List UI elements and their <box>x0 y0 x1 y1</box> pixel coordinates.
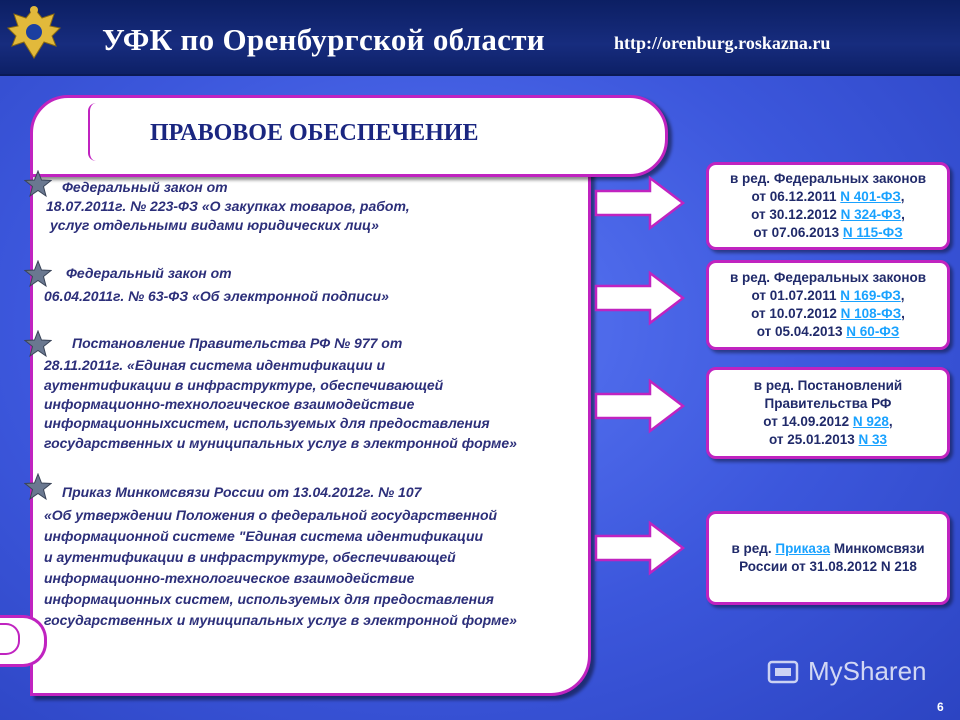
decree-977-line-1: Постановление Правительства РФ № 977 от <box>72 335 403 351</box>
star-bullet-icon <box>24 260 52 288</box>
amendment-box-63 <box>706 260 950 350</box>
amendment-date: от 05.04.2013 <box>756 324 847 339</box>
amendment-box-223 <box>706 162 950 250</box>
amendment-suffix: Минкомсвязи <box>830 541 925 556</box>
arrow-right-icon <box>594 270 686 326</box>
order-107-line-3: информационной системе "Единая система идентификации <box>44 528 484 544</box>
section-heading: ПРАВОВОЕ ОБЕСПЕЧЕНИЕ <box>150 120 479 146</box>
arrow-right-icon <box>594 520 686 576</box>
header-bar <box>0 0 960 76</box>
amendment-header: в ред. Федеральных законов <box>729 171 927 186</box>
myshared-logo-icon <box>766 656 802 688</box>
amendment-date: от 14.09.2012 <box>763 414 853 429</box>
arrow-right-icon <box>594 378 686 434</box>
amendment-link[interactable]: N 928 <box>852 414 889 429</box>
amendment-box-977 <box>706 367 950 459</box>
star-bullet-icon <box>24 330 52 358</box>
amendment-date: от 07.06.2013 <box>753 225 843 240</box>
scroll-curl-decoration <box>88 103 100 161</box>
amendment-line-2: России от 31.08.2012 N 218 <box>739 559 917 574</box>
law-223-line-3: услуг отдельными видами юридических лиц» <box>50 217 379 233</box>
amendment-header-2: Правительства РФ <box>764 396 892 411</box>
order-107-line-6: информационных систем, используемых для предоставления <box>44 591 494 607</box>
separator: , <box>900 189 905 204</box>
amendment-date: от 01.07.2011 <box>751 288 841 303</box>
amendment-date: от 06.12.2011 <box>751 189 841 204</box>
decree-977-line-4: информационно-технологическое взаимодействие <box>44 396 415 412</box>
order-107-line-2: «Об утверждении Положения о федеральной государственной <box>44 507 498 523</box>
star-bullet-icon <box>24 473 52 501</box>
arrow-right-icon <box>594 175 686 231</box>
order-107-line-4: и аутентификации в инфраструктуре, обеспечивающей <box>44 549 456 565</box>
separator: , <box>901 306 905 321</box>
amendment-date: от 25.01.2013 <box>768 432 859 447</box>
amendment-link[interactable]: N 324-ФЗ <box>840 207 902 222</box>
amendment-header: в ред. Федеральных законов <box>729 270 927 285</box>
star-bullet-icon <box>24 170 52 198</box>
treasury-emblem-icon <box>4 2 64 66</box>
order-107-line-7: государственных и муниципальных услуг в электронной форме» <box>44 612 517 628</box>
watermark-text: MySharen <box>808 656 927 686</box>
page-title: УФК по Оренбургской области <box>102 22 545 57</box>
amendment-link[interactable]: N 108-ФЗ <box>840 306 902 321</box>
separator: , <box>888 414 893 429</box>
amendment-date: от 30.12.2012 <box>751 207 841 222</box>
order-107-line-1: Приказ Минкомсвязи России от 13.04.2012г. № 107 <box>62 484 422 500</box>
amendment-link[interactable]: N 401-ФЗ <box>840 189 901 204</box>
law-63-line-1: Федеральный закон от <box>66 265 232 281</box>
page-number: 6 <box>937 700 944 714</box>
amendment-date: от 10.07.2012 <box>751 306 841 321</box>
decree-977-line-2: 28.11.2011г. «Единая система идентификации и <box>44 357 385 373</box>
law-223-line-1: Федеральный закон от <box>62 179 228 195</box>
amendment-header: в ред. Постановлений <box>753 378 903 393</box>
amendment-link[interactable]: N 115-ФЗ <box>842 225 903 240</box>
amendment-link[interactable]: N 169-ФЗ <box>840 288 901 303</box>
law-63-line-2: 06.04.2011г. № 63-ФЗ «Об электронной подписи» <box>44 288 389 304</box>
decree-977-line-3: аутентификации в инфраструктуре, обеспечивающей <box>44 377 444 393</box>
order-107-line-5: информационно-технологическое взаимодействие <box>44 570 415 586</box>
amendment-link[interactable]: Приказа <box>775 541 831 556</box>
law-223-line-2: 18.07.2011г. № 223-ФЗ «О закупках товаров, работ, <box>46 198 410 214</box>
site-url[interactable]: http://orenburg.roskazna.ru <box>614 33 831 53</box>
decree-977-line-6: государственных и муниципальных услуг в электронной форме» <box>44 435 517 451</box>
separator: , <box>900 288 905 303</box>
amendment-box-107 <box>706 511 950 605</box>
amendment-link[interactable]: N 33 <box>858 432 888 447</box>
separator: , <box>901 207 905 222</box>
amendment-link[interactable]: N 60-ФЗ <box>846 324 900 339</box>
decree-977-line-5: информационныхсистем, используемых для предоставления <box>44 415 490 431</box>
amendment-prefix: в ред. <box>731 541 776 556</box>
